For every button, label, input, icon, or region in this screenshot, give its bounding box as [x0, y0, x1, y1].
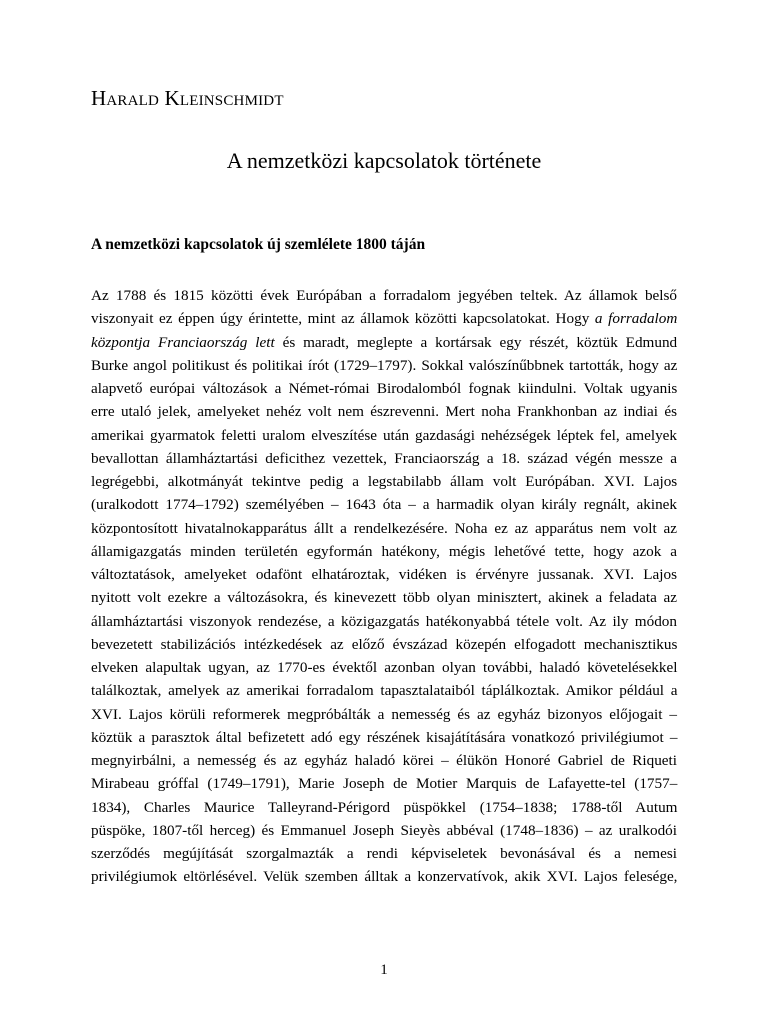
text-run: államháztartási viszonyok rendezése, a közigazgatás hatékonyabbá tétele volt. Az ily módon	[91, 612, 677, 630]
page-number: 1	[380, 962, 388, 978]
text-run: privilégiumok eltörlésével. Velük szemben álltak a konzervatívok, akik XVI. Lajos felesége,	[91, 868, 678, 886]
body-line	[91, 865, 677, 888]
text-run: Az 1788 és 1815 közötti évek Európában a forradalom jegyében teltek. Az államok belső	[91, 287, 677, 304]
body-line	[91, 726, 677, 749]
text-run: püspöke, 1807-től herceg) és Emmanuel Joseph Sieyès abbéval (1748–1836) – az uralkodói	[91, 821, 677, 839]
text-run: elveken alapultak ugyan, az 1770-es évektől azonban olyan további, haladó követelésekkel	[91, 659, 678, 676]
text-run: bevezetett stabilizációs intézkedések az előző évszázad közepén elfogadott mechanisztikus	[91, 635, 678, 653]
body-line	[91, 377, 677, 400]
text-run: erre utaló jelek, amelyeket nehéz volt nem észrevenni. Mert noha Frankhonban az indiai és	[91, 403, 677, 421]
body-line	[91, 400, 677, 423]
text-run: változtatások, amelyeket odafönt elhatároztak, vidéken is érvényre jussanak. XVI. Lajos	[91, 566, 677, 583]
document-title: A nemzetközi kapcsolatok története	[226, 148, 542, 173]
body-line	[91, 772, 677, 795]
italic-text: a forradalom	[594, 310, 678, 328]
body-line	[91, 819, 677, 842]
body-line	[91, 679, 677, 702]
body-line	[91, 563, 677, 586]
body-line	[91, 354, 677, 377]
text-run: államigazgatás minden területén egyformán hatékony, mégis lehetővé tette, hogy azok a	[91, 542, 677, 560]
body-line	[91, 796, 677, 819]
body-line	[91, 517, 677, 540]
body-line	[91, 493, 677, 516]
body-line	[91, 424, 677, 447]
body-line	[91, 633, 677, 656]
text-run: központosított hivatalnokapparátus állt a rendelkezésére. Noha ez az apparátus nem volt az	[91, 519, 677, 537]
text-run: legrégebbi, alkotmányát tekintve pedig a legstabilabb állam volt Európában. XVI. Lajos	[91, 473, 678, 490]
text-run: alapvető európai változások a Német-római Birodalomból fognak kiindulni. Voltak ugyanis	[91, 380, 678, 397]
text-run: nyitott volt ezekre a változásokra, és kinevezett több olyan minisztert, akinek a feladata az	[91, 589, 677, 607]
body-line	[91, 749, 677, 772]
body-line	[91, 447, 677, 470]
text-run: megnyirbálni, a nemesség és az egyház haladó körei – élükön Honoré Gabriel de Riqueti	[91, 752, 677, 769]
text-run: Burke angol politikust és politikai írót (1729–1797). Sokkal valószínűbbnek tartották, hogy az	[91, 356, 678, 374]
text-run: Mirabeau gróffal (1749–1791), Marie Joseph de Motier Marquis de Lafayette-tel (1757–	[91, 775, 678, 793]
text-run: bevallottan államháztartási deficithez vezettek, Franciaország a 18. század végén messze a	[91, 449, 677, 467]
text-run: találkoztak, amelyek az amerikai forradalom tapasztalataiból táplálkoztak. Amikor például a	[91, 682, 678, 700]
text-run: amerikai gyarmatok feletti uralom elveszítése után gazdasági nehézségek léptek fel, amelyek	[91, 426, 677, 444]
body-line	[91, 610, 677, 633]
text-run: 1834), Charles Maurice Talleyrand-Périgord püspökkel (1754–1838; 1788-től Autum	[91, 798, 678, 816]
body-line	[91, 470, 677, 493]
text-run: szerződés megújítását szorgalmazták a rendi képviseletek bevonásával és a nemesi	[91, 845, 677, 862]
body-line	[91, 331, 677, 354]
text-run: XVI. Lajos körüli reformerek megpróbálták a nemesség és az egyház bizonyos előjogait –	[91, 705, 677, 723]
section-heading: A nemzetközi kapcsolatok új szemlélete 1800 táján	[91, 236, 426, 253]
text-run: és maradt, meglepte a kortársak egy részét, köztük Edmund	[274, 333, 678, 351]
italic-text: központja Franciaország lett	[91, 333, 275, 351]
body-line	[91, 307, 677, 330]
body-line	[91, 703, 677, 726]
body-line	[91, 540, 677, 563]
body-line	[91, 284, 677, 307]
body-line	[91, 586, 677, 609]
body-line	[91, 656, 677, 679]
text-run: köztük a parasztok által befizetett adó egy részének kisajátítására vonatkozó privilégiumot –	[91, 728, 678, 746]
body-line	[91, 842, 677, 865]
text-run: viszonyait ez éppen úgy érintette, mint az államok közötti kapcsolatokat. Hogy	[91, 310, 595, 328]
text-run: (uralkodott 1774–1792) személyében – 1643 óta – a harmadik olyan király regnált, akinek	[91, 496, 677, 514]
body-paragraph	[91, 284, 677, 889]
author-name: Harald Kleinschmidt	[91, 86, 284, 110]
